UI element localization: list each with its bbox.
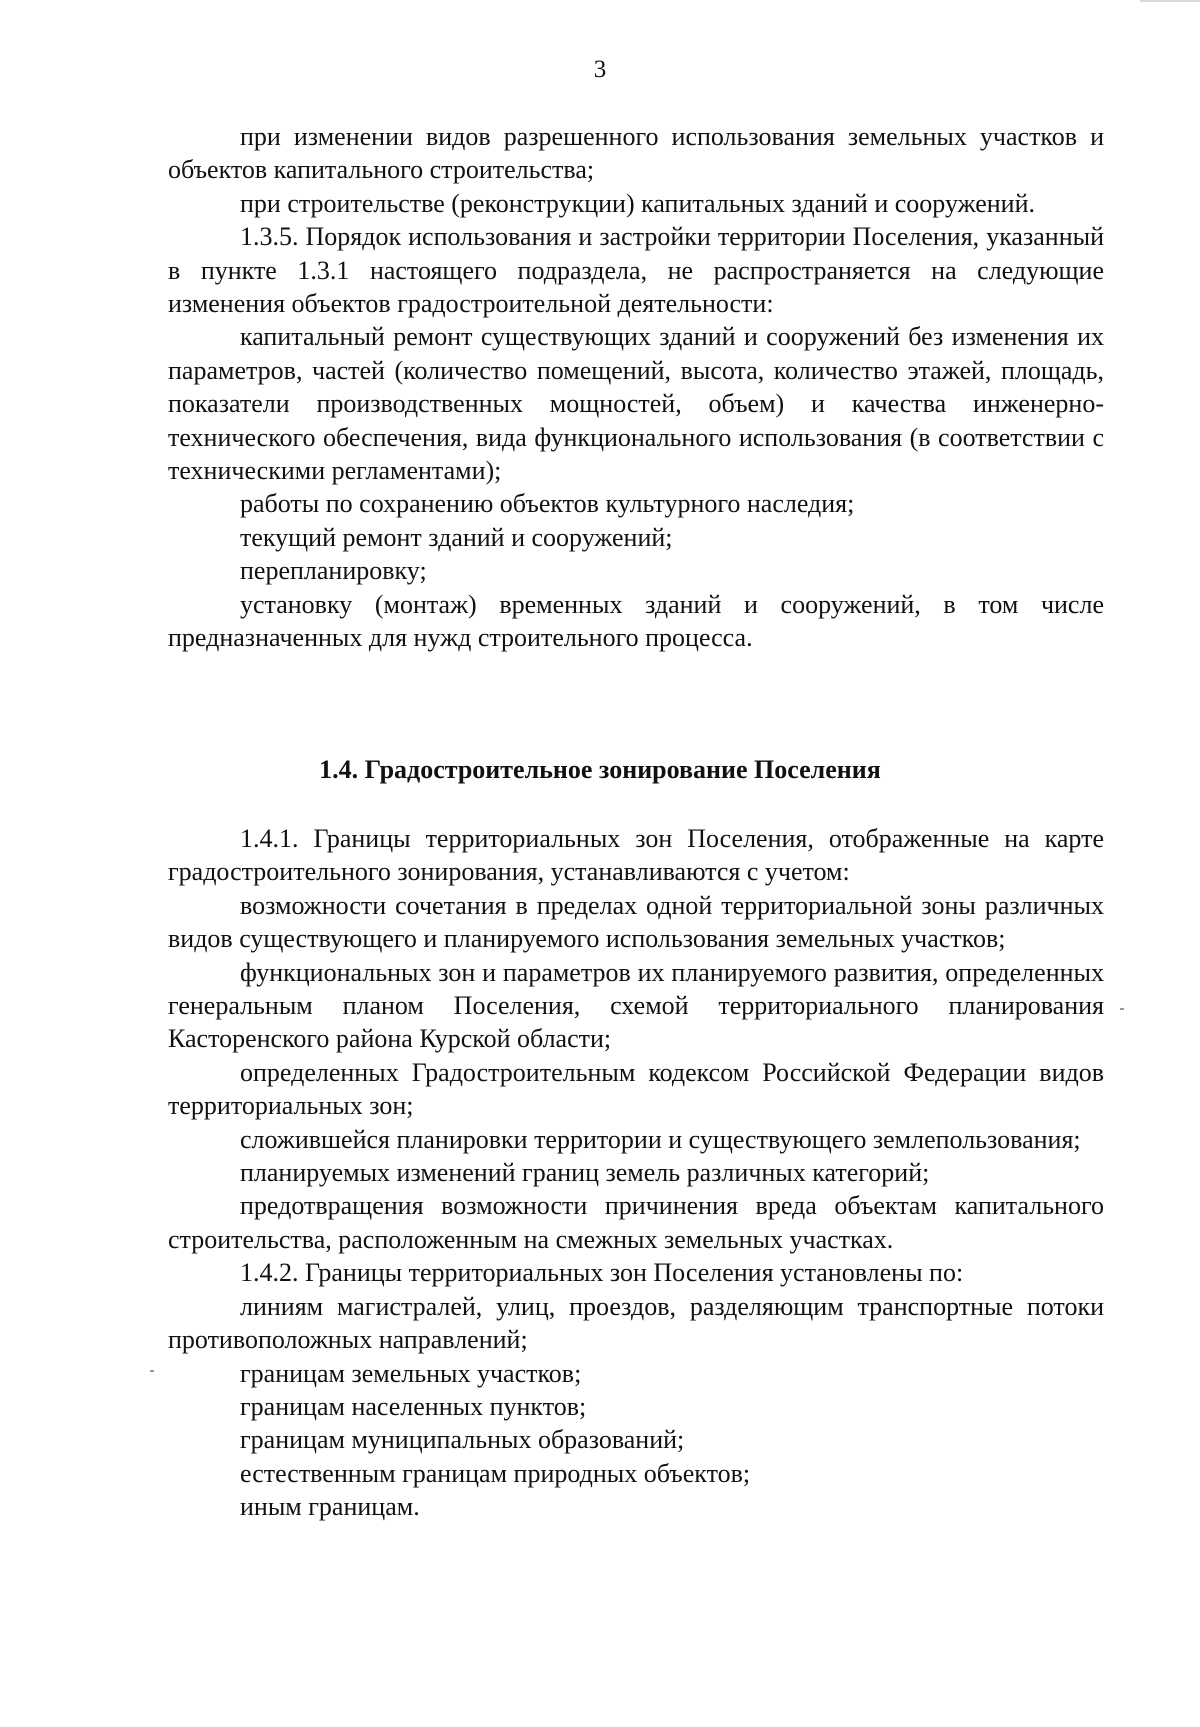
paragraph: работы по сохранению объектов культурного наследия; — [240, 489, 855, 519]
paragraph: иным границам. — [240, 1492, 420, 1522]
paragraph: перепланировку; — [240, 556, 427, 586]
paragraph: естественным границам природных объектов; — [240, 1458, 751, 1488]
paragraph: 1.3.5. Порядок использования и застройки территории Поселения, указанный в пункте 1.3.1 настоящего подраздела, не распространяется на следующие изменения объектов градостроительной деятельности: — [168, 222, 1104, 319]
paragraph: границам земельных участков; — [240, 1358, 582, 1388]
text-block-top — [168, 120, 1104, 655]
paragraph: границам муниципальных образований; — [240, 1425, 685, 1455]
paragraph: предотвращения возможности причинения вреда объектам капитального строительства, расположенным на смежных земельных участках. — [168, 1191, 1104, 1254]
page-number: 3 — [593, 56, 607, 83]
paragraph: капитальный ремонт существующих зданий и сооружений без изменения их параметров, частей (количество помещений, высота, количество этажей, площадь, показатели производственных мощностей, объем) и качества инженерно-технического обеспечения, вида функционального использования (в соответствии с техническими регламентами); — [168, 322, 1104, 486]
paragraph: 1.4.1. Границы территориальных зон Поселения, отображенные на карте градостроительного зонирования, устанавливаются с учетом: — [168, 824, 1104, 887]
text-block-bottom — [168, 822, 1104, 1524]
section-heading: 1.4. Градостроительное зонирование Поселения — [319, 755, 881, 784]
paragraph: сложившейся планировки территории и существующего землепользования; — [240, 1124, 1081, 1154]
paragraph: возможности сочетания в пределах одной территориальной зоны различных видов существующего и планируемого использования земельных участков; — [168, 890, 1104, 954]
paragraph: текущий ремонт зданий и сооружений; — [240, 522, 673, 552]
scan-speck — [150, 1370, 154, 1372]
paragraph: функциональных зон и параметров их планируемого развития, определенных генеральным планом Поселения, схемой территориального планирования Касторенского района Курской области; — [168, 957, 1104, 1054]
paragraph: при изменении видов разрешенного использования земельных участков и объектов капитального строительства; — [168, 122, 1104, 185]
paragraph: установку (монтаж) временных зданий и сооружений, в том числе предназначенных для нужд строительного процесса. — [168, 589, 1104, 653]
paragraph: при строительстве (реконструкции) капитальных зданий и сооружений. — [240, 188, 1036, 218]
scan-speck — [1120, 1008, 1124, 1010]
paragraph: линиям магистралей, улиц, проездов, разделяющим транспортные потоки противоположных направлений; — [168, 1291, 1104, 1355]
scan-edge-line — [1140, 0, 1200, 2]
paragraph: определенных Градостроительным кодексом Российской Федерации видов территориальных зон; — [168, 1057, 1104, 1121]
paragraph: планируемых изменений границ земель различных категорий; — [240, 1158, 930, 1188]
paragraph: 1.4.2. Границы территориальных зон Поселения установлены по: — [240, 1258, 964, 1288]
paragraph: границам населенных пунктов; — [240, 1391, 587, 1421]
